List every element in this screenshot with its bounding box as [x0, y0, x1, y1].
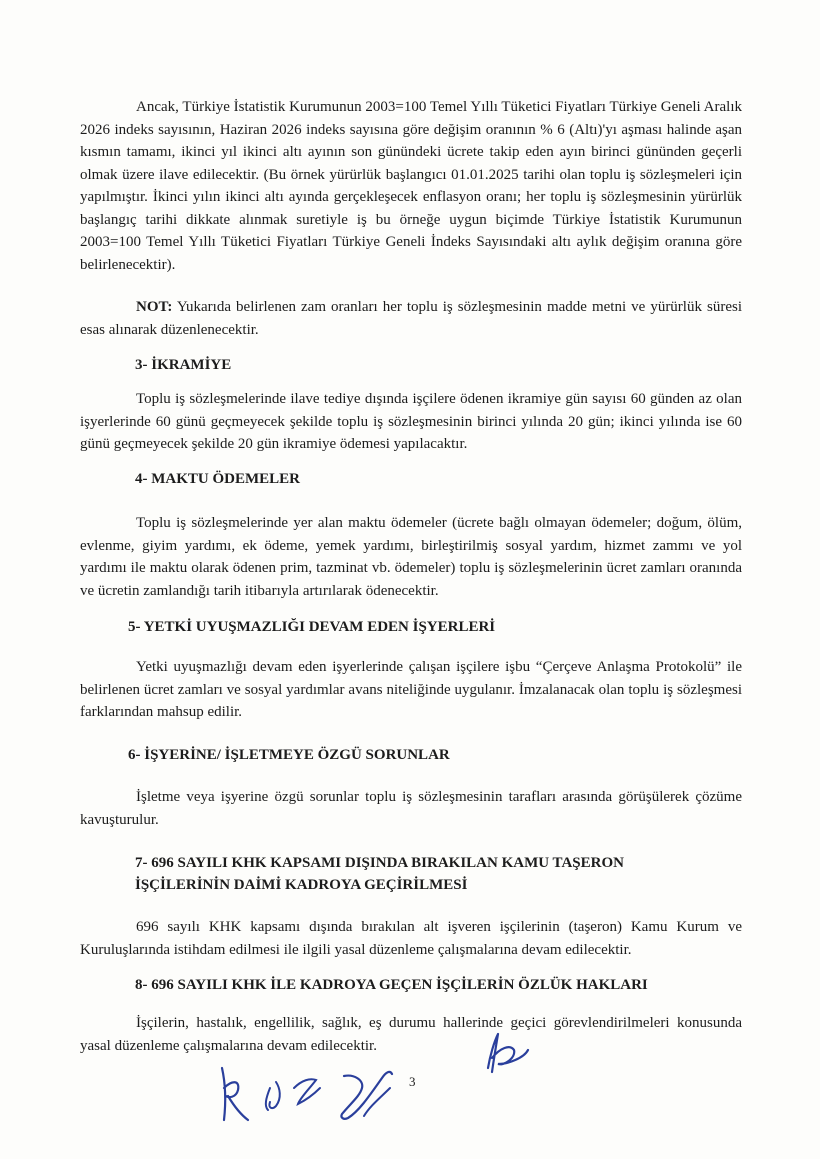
paragraph-inflation-adjustment: Ancak, Türkiye İstatistik Kurumunun 2003=100 Temel Yıllı Tüketici Fiyatları Türkiye Geneli Aralık 2026 indeks sayısının, Haziran 2026 indeks sayısına göre değişim oranının % 6 (Altı)'yı aşması halinde aşan kısmın tamamı, ikinci yıl ikinci altı ayının son günündeki ücrete takip eden ayın birinci gününden geçerli olmak üzere ilave edilecektir. (Bu örnek yürürlük başlangıcı 01.01.2025 tarihi olan toplu iş sözleşmeleri için yapılmıştır. İkinci yılın ikinci altı ayında gerçekleşecek enflasyon oranı; her toplu iş sözleşmesinin yürürlük başlangıç tarihi dikkate alınmak suretiyle iş bu örneğe uygun biçimde Türkiye İstatistik Kurumunun 2003=100 Temel Yıllı Tüketici Fiyatları Türkiye Geneli İndeks Sayısındaki altı aylık değişim oranına göre belirlenecektir).: [80, 99, 742, 273]
paragraph-note: [80, 296, 742, 341]
signatures-icon: [214, 1058, 414, 1130]
paragraph-ozluk-haklari: İşçilerin, hastalık, engellilik, sağlık, eş durumu hallerinde geçici görevlendirilmeleri konusunda yasal düzenleme çalışmalarına devam edilecektir.: [80, 1015, 742, 1054]
note-text: Yukarıda belirlenen zam oranları her toplu iş sözleşmesinin madde metni ve yürürlük süresi esas alınarak düzenlenecektir.: [80, 299, 742, 338]
heading-isyerine-ozgu-sorunlar: 6- İŞYERİNE/ İŞLETMEYE ÖZGÜ SORUNLAR: [128, 747, 450, 763]
paragraph-yetki-uyusmazligi: Yetki uyuşmazlığı devam eden işyerlerinde çalışan işçilere işbu “Çerçeve Anlaşma Protokolü” ile belirlenen ücret zamları ve sosyal yardımlar avans niteliğinde uygulanır. İmzalanacak olan toplu iş sözleşmesi farklarından mahsup edilir.: [80, 659, 742, 720]
heading-ikramiye: 3- İKRAMİYE: [135, 357, 232, 373]
heading-kamu-taseron-line2: İŞÇİLERİNİN DAİMİ KADROYA GEÇİRİLMESİ: [135, 877, 468, 893]
heading-kamu-taseron: [135, 852, 755, 896]
heading-ozluk-haklari: 8- 696 SAYILI KHK İLE KADROYA GEÇEN İŞÇİLERİN ÖZLÜK HAKLARI: [135, 977, 648, 993]
note-label: NOT:: [136, 299, 173, 315]
heading-yetki-uyusmazligi: 5- YETKİ UYUŞMAZLIĞI DEVAM EDEN İŞYERLERİ: [128, 619, 496, 635]
heading-kamu-taseron-line1: 7- 696 SAYILI KHK KAPSAMI DIŞINDA BIRAKILAN KAMU TAŞERON: [135, 855, 624, 871]
paragraph-maktu-odemeler: Toplu iş sözleşmelerinde yer alan maktu ödemeler (ücrete bağlı olmayan ödemeler; doğum, ölüm, evlenme, giyim yardımı, ek ödeme, yemek yardımı, birleştirilmiş sosyal yardım, hizmet zammı ve yol yardımı ile maktu olarak ödenen prim, tazminat vb. ödemeler) toplu iş sözleşmelerinin ücret zamları oranında ve ücretin zamlandığı tarih itibarıyla artırılarak ödenecektir.: [80, 515, 742, 599]
page-number: 3: [409, 1074, 416, 1089]
paragraph-isyerine-ozgu-sorunlar: İşletme veya işyerine özgü sorunlar toplu iş sözleşmesinin tarafları arasında görüşülerek çözüme kavuşturulur.: [80, 789, 742, 828]
paragraph-ikramiye: Toplu iş sözleşmelerinde ilave tediye dışında işçilere ödenen ikramiye gün sayısı 60 günden az olan işyerlerinde 60 günü geçmeyecek şekilde toplu iş sözleşmesinin birinci yılında 20 gün; ikinci yılında ise 60 günü geçmeyecek şekilde 20 gün ikramiye ödemesi yapılacaktır.: [80, 391, 742, 452]
initial-signature-icon: [480, 1028, 540, 1084]
heading-maktu-odemeler: 4- MAKTU ÖDEMELER: [135, 471, 300, 487]
paragraph-kamu-taseron: 696 sayılı KHK kapsamı dışında bırakılan alt işveren işçilerinin (taşeron) Kamu Kurum ve Kuruluşlarında istihdam edilmesi ile ilgili yasal düzenleme çalışmalarına devam edilecektir.: [80, 919, 742, 958]
